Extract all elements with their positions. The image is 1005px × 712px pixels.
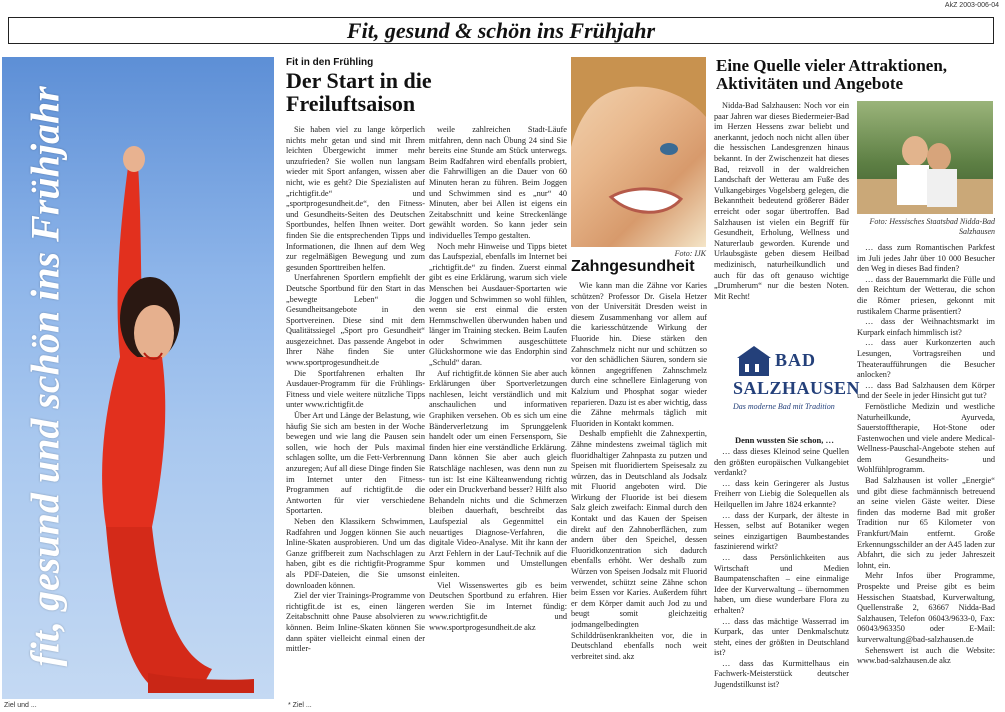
- fact-item: … dass Persönlichkeiten aus Wirtschaft und Medien Baumpatenschaften – eine einmalige Idee der Kurverwaltung – übernommen haben, um diese wunderbare Flora zu erhalten?: [714, 552, 849, 615]
- hero-photo: [2, 57, 274, 699]
- article2-headline: Zahngesundheit: [571, 258, 695, 275]
- article1-column-2: [429, 125, 567, 687]
- paragraph: Ziel der vier Trainings-Programme von richtigfit.de ist es, einen längeren Zeitabschnitt ohne Pause absolvieren zu können. Beim Inline-Skaten können Sie dann später vielleicht einmal einen der mittler-: [286, 591, 425, 654]
- hero-vertical-text: fit, gesund und schön ins Frühjahr: [22, 86, 68, 667]
- paragraph: Noch mehr Hinweise und Tipps bietet das Laufspezial, ebenfalls im Internet bei „richtigfit.de“ zu finden. Zuerst einmal gibt es eine Erklärung, warum sich viele Menschen bei Ausdauer-Sportarten wie Joggen und Schwimmen so wohl fühlen, wenn sie erst einmal die ersten Hemmschwellen überwunden haben und länger im Training stecken. Beim Laufen oder Schwimmen ausgeschüttete Glückshormone wie das Endorphin sind „Schuld“ daran.: [429, 241, 567, 368]
- page-banner: [8, 17, 994, 44]
- fact-item: … dass das Kurmittelhaus ein Fachwerk-Meisterstück deutscher Jugendstilkunst ist?: [714, 658, 849, 689]
- fact-item: … dass kein Geringerer als Justus Freiherr von Liebig die Solequellen als Heilquellen im Jahre 1824 erkannte?: [714, 478, 849, 509]
- banner-title: Fit, gesund & schön ins Frühjahr: [346, 18, 656, 43]
- paragraph: Wie kann man die Zähne vor Karies schützen? Professor Dr. Gisela Hetzer von der Universität Dresden weist in diesem Zusammenhang vor allem auf die kariesschützende Wirkung der Fluoride hin. Diese stärken den Zahnschmelz nicht nur und schützen so vor den schädlichen Säuren, sondern sie können angegriffenen Zahnschmelz durch eine schnellere Einlagerung von Kalzium und Phosphat sogar wieder reparieren. Dazu ist es aber wichtig, dass die Zähne mehrmals täglich mit Fluoriden in Kontakt kommen.: [571, 281, 707, 428]
- bad-salzhausen-logo: [733, 340, 861, 428]
- fact-item: … dass das mächtige Wasserrad im Kurpark, das unter Denkmalschutz steht, eines der größten in Deutschland ist?: [714, 616, 849, 658]
- article1-column-1: [286, 125, 425, 687]
- fact-item: … dass dieses Kleinod seine Quellen den größten europäischen Vulkangebiet verdankt?: [714, 447, 849, 478]
- article1-headline: Der Start in die Freiluftsaison: [286, 68, 432, 117]
- article3-photo-caption: Foto: Hessisches Staatsbad Nidda-Bad Salzhausen: [869, 217, 995, 236]
- paragraph: Nidda-Bad Salzhausen: Noch vor ein paar Jahren war dieses Biedermeier-Bad im Herzen Hessens zwar beliebt und anerkannt, jedoch noch nicht allen über die hessischen Landesgrenzen hinaus bekannt. In der Zwischenzeit hat dieses Bad, reizvoll in der waldreichen Landschaft der Wetterau am Fuße des Vulkangebirges Vogelsberg gelegen, die Bekanntheit bedeutend größerer Bäder erreicht oder sogar übertroffen. Bad Salzhausen ist vielen ein Begriff für Gesundheit, Erholung, Wellness und Naturerlaub geworden. Kurende und Urlaubsgäste geben diesem Heilbad medizinisch, naturheilkundlich und auch für das oft genauso wichtige „Drumherum“ nur die besten Noten. Mit Recht!: [714, 101, 849, 301]
- spa-couple-photo: [857, 101, 993, 214]
- paragraph: Unerfahrenen Sportlern empfiehlt der Deutsche Sportbund für den Start in das „bewegte Leben“ die Gesundheitsangebote in den Sportvereinen. Diese sind mit dem Qualitätssiegel „Sport pro Gesundheit“ ausgezeichnet. Das passende Angebot in Ihrer Nähe finden Sie unter www.sportprogesundheit.de: [286, 273, 425, 368]
- child-face-illustration: [571, 57, 706, 247]
- footer-mid-fragment: * Ziel ...: [288, 702, 312, 709]
- article2-body: [571, 281, 707, 689]
- fact-item: … dass der Kurpark, der älteste in Hessen, selbst auf Botaniker wegen seines einzigartigen Baumbestandes faszinierend wirkt?: [714, 510, 849, 552]
- article3-facts-left: [714, 447, 849, 689]
- logo-line2: SALZHAUSEN: [733, 378, 861, 398]
- paragraph: Die Sportfahrenen erhalten Ihr Ausdauer-Programm für die Frühlings-Fitness und viele weitere nützliche Tipps unter www.richtigfit.de: [286, 368, 425, 410]
- fact-item: … dass auer Kurkonzerten auch Lesungen, Vortragsreihen und Theateraufführungen die Besucher anlocken?: [857, 338, 995, 380]
- paragraph: weile zahlreichen Stadt-Läufe mitfahren, denn nach Übung 24 sind Sie bereits eine Stunde am Stück unterwegs. Beim Radfahren wird ebenfalls probiert, die Fahrwilligen an die Dauer von 60 Minuten heran zu führen. Beim Joggen und Schwimmen sind es „nur“ 40 Minuten, aber bei Allen ist eigens ein Zeitabschnitt und keine Streckenlänge gewählt worden. So kann jeder sein individuelles Tempo gestalten.: [429, 125, 567, 240]
- paragraph: Über Art und Länge der Belastung, wie häufig Sie sich am besten in der Woche bewegen und wie lang die Pausen sein sollen, wie hoch der Puls maximal schlagen sollte, um die Fett-Verbrennung anzuregen; Auf all diese Dinge finden Sie im Internet unter den Fitness-Programmen auf richtigfit.de die Antworten für vier verschiedene Sportarten.: [286, 411, 425, 516]
- article2-photo-caption: Foto: IJK: [674, 249, 706, 258]
- fact-item: … dass der Bauernmarkt die Fülle und den Reichtum der Wetterau, die schon die Römer priesen, gekonnt mit rustikalem Charme präsentiert?: [857, 274, 995, 316]
- paragraph: Sie haben viel zu lange körperlich nichts mehr getan und sind mit Ihrem leichten Übergewicht immer mehr unzufrieden? Sie wollen nun langsam wieder mit Sport anfangen, wissen aber nicht, wie es geht? Die Spezialisten auf „richtigfit.de“ und „sportprogesundheit.de“, den Fitness- und Gesundheits-Seiten des Deutschen Sportbundes, helfen Ihnen weiter. Dort finden Sie die entsprechenden Tipps und Informationen, die Ihnen auf dem Weg zur regelmäßigen Bewegung und zum gesunden Sporttreiben helfen.: [286, 125, 425, 272]
- fact-item: … dass Bad Salzhausen dem Körper und der Seele in jeder Hinsicht gut tut?: [857, 380, 995, 401]
- paragraph: Auf richtigfit.de können Sie aber auch Erklärungen über Sportverletzungen nachlesen, leicht verständlich und mit anschaulichen und informativen Graphiken versehen. Ob es sich um eine Bänderverletzung im Sprunggelenk handelt oder um einen Fersensporn, Sie finden hier eine verständliche Erklärung. Dann können Sie aber auch gleich Ratschläge nachlesen, was denn nun zu tun ist: Ist eine Kälteanwendung richtig oder ein Druckverband besser? Hilft also Behandeln nichts und die Schmerzen bleiben dauerhaft, beschreibt das Laufspezial als Gegenmittel ein neuartiges Diagnose-Verfahren, die digitale Video-Analyse. Mit ihr kann der Arzt Fehlern in der Lauf-Technik auf die Spur kommen und Umstellungen einleiten.: [429, 368, 567, 579]
- child-teeth-photo: [571, 57, 706, 247]
- fact-item: … dass der Weihnachtsmarkt im Kurpark einfach himmlisch ist?: [857, 317, 995, 337]
- footer-left-fragment: Ziel und ...: [4, 702, 37, 709]
- paragraph: Deshalb empfiehlt die Zahnexpertin, Zähne mindestens zweimal täglich mit fluoridhaltiger Zahnpasta zu putzen und Speisen mit fluoridiertem Speisesalz zu würzen, das in Deutschland als Jodsalz mit Fluorid angeboten wird. Die Wirkung der Fluoride ist bei diesem Salz gleich zweifach: Einmal durch den Kontakt und das Kauen der Speisen direkt auf den Zahnoberflächen, zum andern über den Speichel, dessen Fluoridkonzentration sich dadurch ebenfalls erhöht. Wer deshalb zum Würzen von Speisen Jodsalz mit Fluorid verwendet, schützt seine Zähne schon beim Essen vor Karies. Außerdem führt er dem Körper damit auch Jod zu und beugt somit gleichzeitig jodmangelbedingten Schilddrüsenkrankheiten vor, die in Deutschland ebenfalls noch weit verbreitet sind. akz: [571, 429, 707, 661]
- paragraph: Mehr Infos über Programme, Prospekte und Preise gibt es beim Hessischen Staatsbad, Kurverwaltung, Quellenstraße 2, 63667 Nidda-Bad Salzhausen, Telefon 06043/9633-0, Fax: 06043/963350 oder E-Mail: kurverwaltung@bad-salzhausen.de: [857, 571, 995, 644]
- fact-item: … dass zum Romantischen Parkfest im Juli jedes Jahr über 10 000 Besucher den Weg in dieses Bad finden?: [857, 243, 995, 274]
- logo-tagline: Das moderne Bad mit Tradition: [733, 402, 835, 411]
- article3-facts-right: [857, 243, 995, 689]
- logo-line1: BAD: [775, 350, 817, 370]
- paragraph: Viel Wissenswertes gib es beim Deutschen Sportbund zu erfahren. Hier werden Sie im Internet fündig: www.richtigfit.de und www.sportprogesundheit.de akz: [429, 580, 567, 632]
- paragraph: Sehenswert ist auch die Website: www.bad-salzhausen.de akz: [857, 645, 995, 666]
- article3-subhead: Denn wussten Sie schon, …: [735, 435, 834, 445]
- issue-reference: AkZ 2003-006-04: [944, 2, 999, 9]
- paragraph: Fernöstliche Medizin und westliche Naturheilkunde, Ayurveda, Sauerstofftherapie, Hot-Stone oder Fastenwochen und viele andere Medical-Wellness-Pauschal-Angebote stehen auf dem Gesundheits- und Wohlfühlprogramm.: [857, 401, 995, 475]
- article1-kicker: Fit in den Frühling: [286, 57, 374, 68]
- paragraph: Neben den Klassikern Schwimmen, Radfahren und Joggen können Sie auch Inline-Skaten ausprobieren. Und um das Ganze griffbereit zum Nachschlagen zu haben, gibt es die richtigfit-Programme als PDF-Dateien, die Sie umsonst downloaden können.: [286, 516, 425, 590]
- spa-couple-illustration: [857, 101, 993, 214]
- paragraph: Bad Salzhausen ist voller „Energie“ und gibt diese fachmännisch betreuend an seine vielen Gäste weiter. Diese finden das moderne Bad mit großer Tradition nur 65 Kilometer von Frankfurt/Main entfernt. Große Erkennungsschilder an der A45 laden zur Abfahrt, die sich zu jeder Jahreszeit lohnt, ein.: [857, 476, 995, 570]
- article3-intro: [714, 101, 849, 363]
- article3-headline: Eine Quelle vieler Attraktionen, Aktivitäten und Angebote: [716, 56, 948, 93]
